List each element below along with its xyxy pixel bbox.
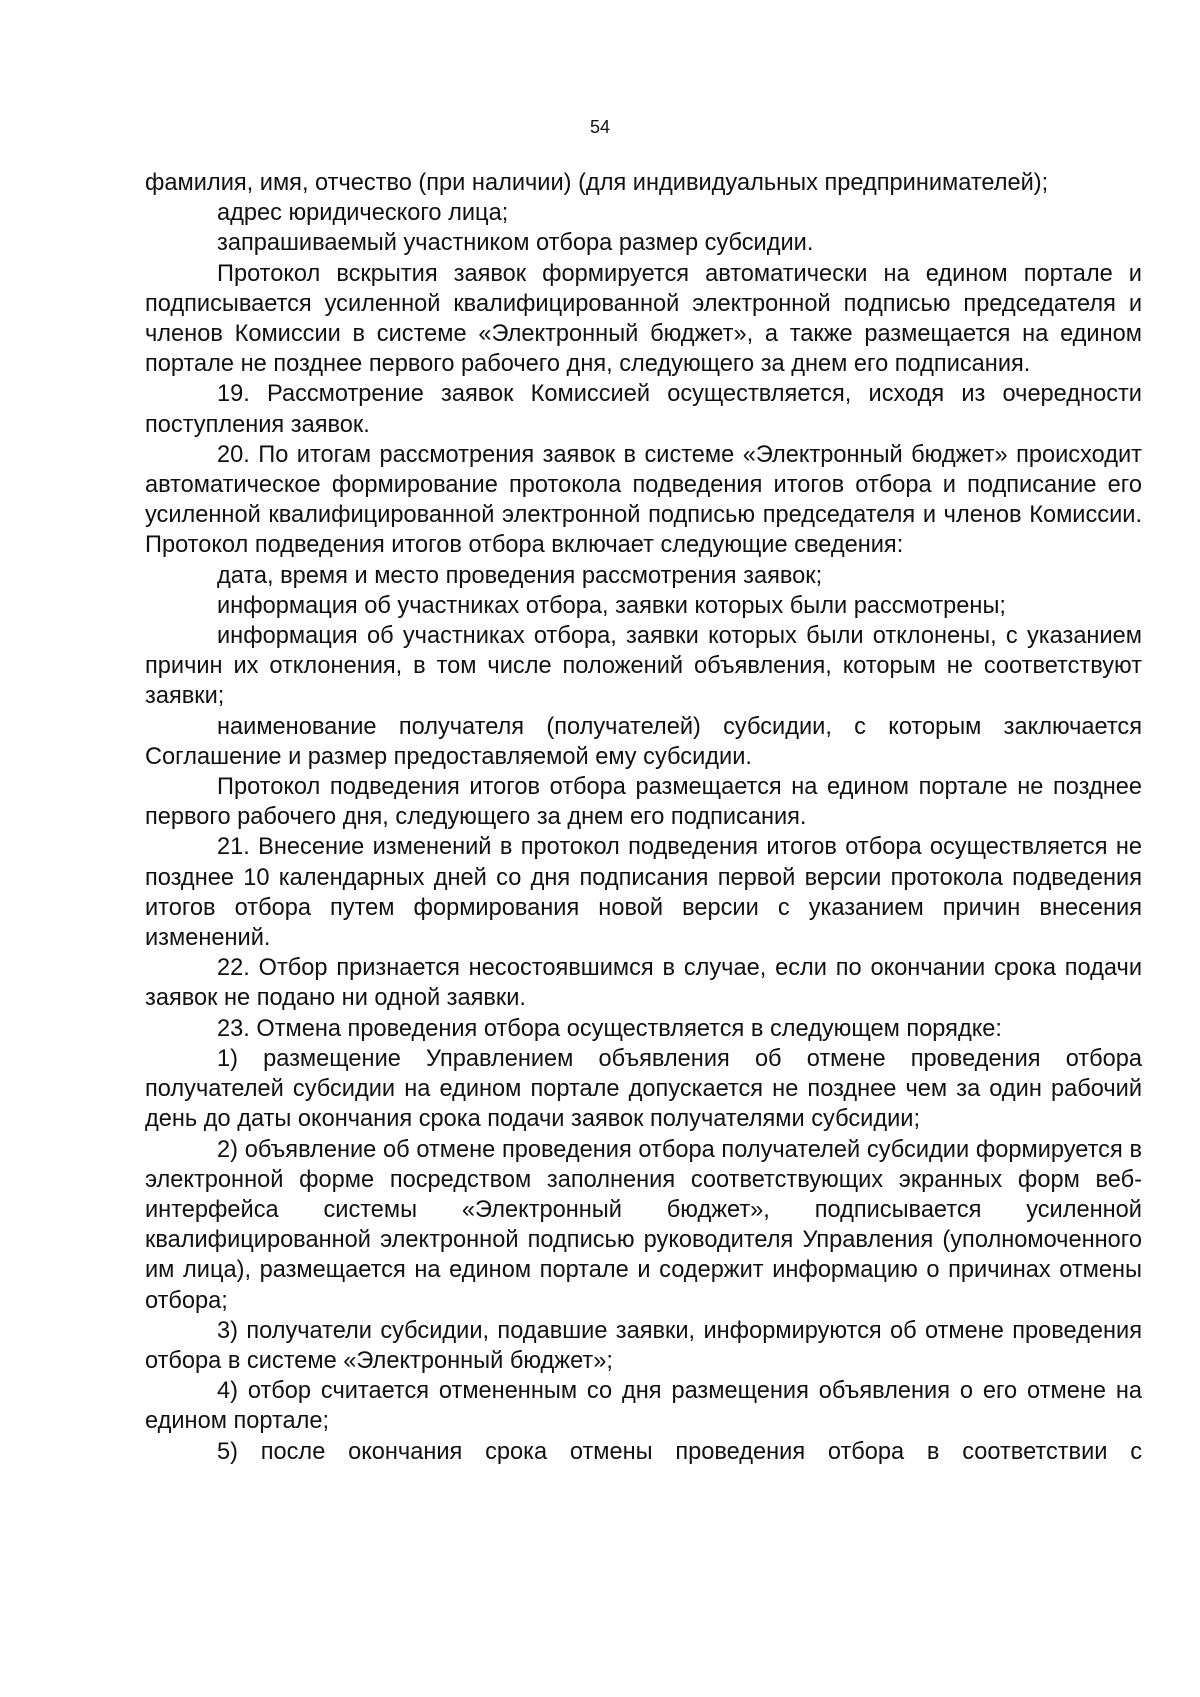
document-body: [145, 168, 1142, 1467]
paragraph-1: фамилия, имя, отчество (при наличии) (для индивидуальных предпринимателей);: [145, 170, 1049, 196]
paragraph-8: информация об участниках отбора, заявки которых были рассмотрены;: [217, 592, 1006, 619]
paragraph-18: 4) отбор считается отмененным со дня размещения объявления о его отмене на едином портале;: [145, 1378, 1142, 1435]
paragraph-9: информация об участниках отбора, заявки которых были отклонены, с указанием причин их отклонения, в том числе положений объявления, которым не соответствуют заявки;: [145, 623, 1142, 710]
paragraph-12: 21. Внесение изменений в протокол подведения итогов отбора осуществляется не позднее 10 календарных дней со дня подписания первой версии протокола подведения итогов отбора путем формирования новой версии с указанием причин внесения изменений.: [145, 834, 1142, 952]
paragraph-15: 1) размещение Управлением объявления об отмене проведения отбора получателей субсидии на едином портале допускается не позднее чем за один рабочий день до даты окончания срока подачи заявок получателями субсидии;: [145, 1045, 1142, 1133]
paragraph-19: 5) после окончания срока отмены проведения отбора в соответствии с: [217, 1438, 1142, 1465]
paragraph-4: Протокол вскрытия заявок формируется автоматически на едином портале и подписывается усиленной квалифицированной электронной подписью председателя и членов Комиссии в системе «Электронный бюджет», а также размещается на едином портале не позднее первого рабочего дня, следующего за днем его подписания.: [145, 260, 1142, 378]
page-number: 54: [589, 117, 611, 137]
paragraph-10: наименование получателя (получателей) субсидии, с которым заключается Соглашение и размер предоставляемой ему субсидии.: [145, 713, 1142, 770]
paragraph-3: запрашиваемый участником отбора размер субсидии.: [217, 230, 814, 257]
paragraph-17: 3) получатели субсидии, подавшие заявки, информируются об отмене проведения отбора в системе «Электронный бюджет»;: [145, 1317, 1142, 1374]
paragraph-16: 2) объявление об отмене проведения отбора получателей субсидии формируется в электронной форме посредством заполнения соответствующих экранных форм веб-интерфейса системы «Электронный бюджет», подписывается усиленной квалифицированной электронной подписью руководителя Управления (уполномоченного им лица), размещается на едином портале и содержит информацию о причинах отмены отбора;: [145, 1136, 1142, 1314]
paragraph-13: 22. Отбор признается несостоявшимся в случае, если по окончании срока подачи заявок не подано ни одной заявки.: [145, 955, 1142, 1012]
paragraph-5: 19. Рассмотрение заявок Комиссией осуществляется, исходя из очередности поступления заявок.: [145, 381, 1142, 438]
paragraph-11: Протокол подведения итогов отбора размещается на едином портале не позднее первого рабочего дня, следующего за днем его подписания.: [145, 774, 1142, 831]
paragraph-7: дата, время и место проведения рассмотрения заявок;: [217, 562, 823, 589]
paragraph-2: адрес юридического лица;: [217, 200, 509, 227]
paragraph-14: 23. Отмена проведения отбора осуществляется в следующем порядке:: [217, 1015, 1002, 1042]
paragraph-6: 20. По итогам рассмотрения заявок в системе «Электронный бюджет» происходит автоматическое формирование протокола подведения итогов отбора и подписание его усиленной квалифицированной электронной подписью председателя и членов Комиссии. Протокол подведения итогов отбора включает следующие сведения:: [145, 441, 1142, 559]
